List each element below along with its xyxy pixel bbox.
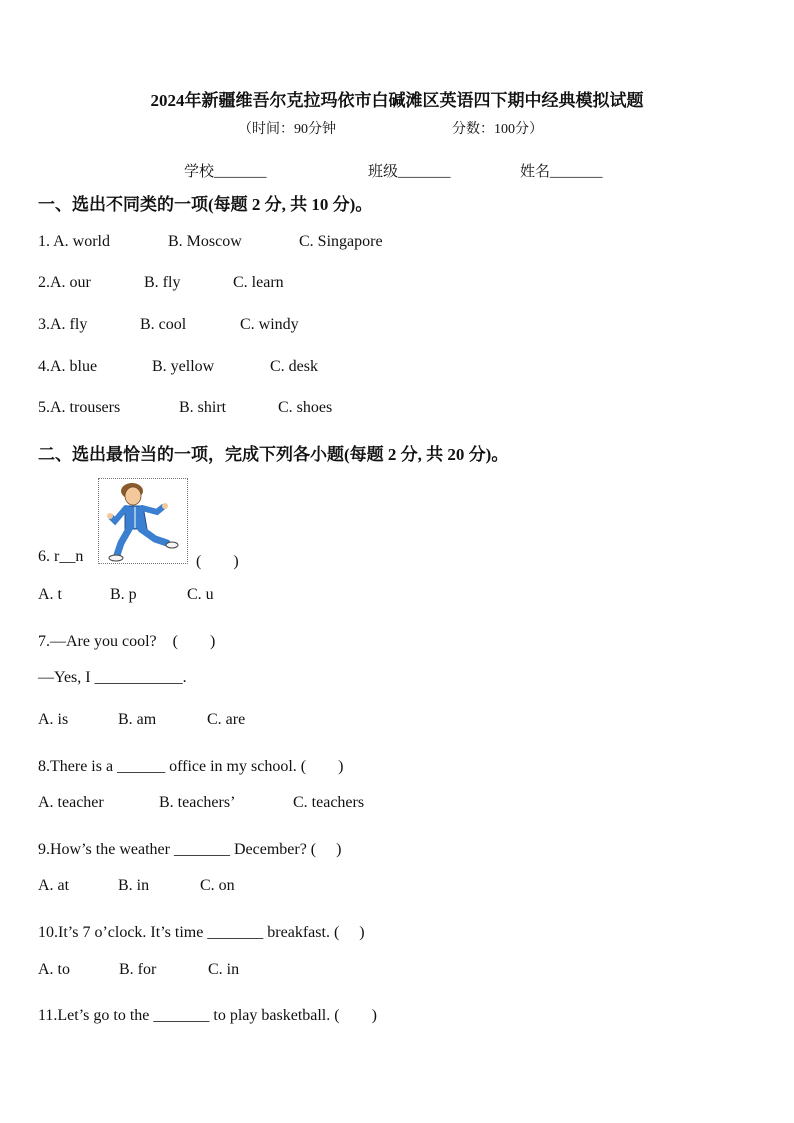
option-c[interactable]: C. u: [187, 586, 214, 603]
class-field[interactable]: 班级_______: [368, 164, 451, 180]
option-c[interactable]: C. shoes: [278, 399, 333, 416]
answer-paren[interactable]: ( ): [196, 553, 239, 570]
question-10-options: [38, 961, 239, 979]
question-2: [38, 274, 284, 292]
option-c[interactable]: C. teachers: [293, 794, 365, 811]
section2-heading: 二、选出最恰当的一项，完成下列各小题(每题 2 分, 共 20 分)。: [38, 445, 509, 464]
option-b[interactable]: B. teachers’: [159, 794, 236, 811]
option-c[interactable]: C. on: [200, 877, 235, 894]
question-7-options: [38, 711, 245, 729]
question-7-answer[interactable]: —Yes, I ___________.: [38, 669, 187, 686]
running-boy-icon: [99, 479, 187, 563]
option-c[interactable]: C. windy: [240, 316, 299, 333]
option-b[interactable]: B. shirt: [179, 399, 227, 416]
question-8-stem: 8.There is a ______ office in my school. ( ): [38, 758, 344, 775]
option-a[interactable]: A. t: [38, 586, 62, 603]
option-c[interactable]: C. Singapore: [299, 233, 383, 250]
option-a[interactable]: 3.A. fly: [38, 316, 88, 333]
question-3: [38, 316, 299, 334]
question-4: [38, 358, 318, 376]
option-c[interactable]: C. are: [207, 711, 246, 728]
option-a[interactable]: A. to: [38, 961, 70, 978]
option-c[interactable]: C. in: [208, 961, 240, 978]
section1-heading: 一、选出不同类的一项(每题 2 分, 共 10 分)。: [38, 195, 373, 214]
option-b[interactable]: B. Moscow: [168, 233, 242, 250]
school-field[interactable]: 学校_______: [184, 164, 267, 180]
option-b[interactable]: B. for: [119, 961, 157, 978]
option-b[interactable]: B. yellow: [152, 358, 215, 375]
option-b[interactable]: B. am: [118, 711, 157, 728]
question-8-options: [38, 794, 364, 812]
question-7-stem: 7.—Are you cool? ( ): [38, 633, 216, 650]
option-b[interactable]: B. fly: [144, 274, 181, 291]
option-b[interactable]: B. p: [110, 586, 137, 603]
question-6-stem: 6. r__n: [38, 548, 84, 565]
option-b[interactable]: B. in: [118, 877, 150, 894]
question-9-options: [38, 877, 235, 895]
option-a[interactable]: 1. A. world: [38, 233, 110, 250]
question-11-stem: 11.Let’s go to the _______ to play basketball. ( ): [38, 1007, 377, 1024]
question-6-options: [38, 586, 214, 604]
running-boy-image: [98, 478, 188, 564]
option-a[interactable]: 4.A. blue: [38, 358, 98, 375]
question-5: [38, 399, 332, 417]
option-b[interactable]: B. cool: [140, 316, 187, 333]
question-9-stem: 9.How’s the weather _______ December? ( ): [38, 841, 342, 858]
exam-time: （时间：90分钟: [238, 122, 336, 137]
option-a[interactable]: A. at: [38, 877, 70, 894]
page-title: 2024年新疆维吾尔克拉玛依市白碱滩区英语四下期中经典模拟试题: [150, 91, 644, 110]
option-a[interactable]: A. teacher: [38, 794, 104, 811]
option-a[interactable]: 5.A. trousers: [38, 399, 121, 416]
option-c[interactable]: C. desk: [270, 358, 318, 375]
exam-score: 分数：100分）: [452, 122, 543, 137]
question-1: [38, 233, 383, 251]
question-10-stem: 10.It’s 7 o’clock. It’s time _______ breakfast. ( ): [38, 924, 365, 941]
name-field[interactable]: 姓名_______: [520, 164, 603, 180]
option-a[interactable]: A. is: [38, 711, 69, 728]
option-c[interactable]: C. learn: [233, 274, 284, 291]
option-a[interactable]: 2.A. our: [38, 274, 91, 291]
